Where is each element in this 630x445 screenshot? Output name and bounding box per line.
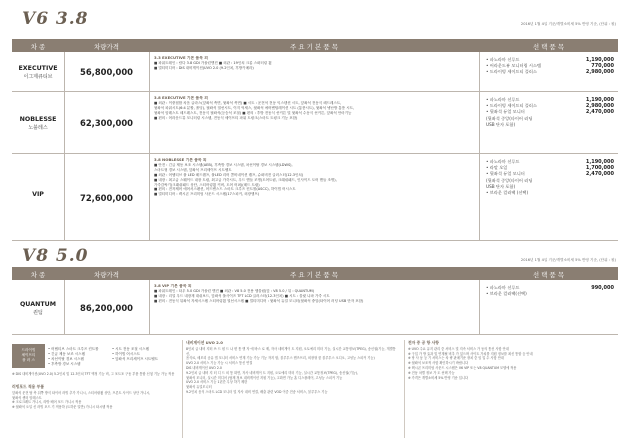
feature-line: ■ 편의 : 어라운드뷰 모니터링 시스템, 전동식 셰이프티 파워 트렁크(스마트 트렁크 기능 포함) (154, 115, 298, 120)
feature-line: ■ 안전 : 긴급 제동 보조 시스템(AEB), 후측방 경보 시스템, 차선이탈 경보 시스템(LDWS), (154, 162, 293, 167)
trim-price: 56,800,000 (80, 67, 133, 77)
footer-line: 9.2인치 급 내비 지 터 디 드 외 통 화면, 자사 네비게이 트 지원, 오토에리 미터 기능, 실시간 교통정보(TPEG), 송신권(기능), (186, 370, 359, 375)
column-divider (479, 280, 480, 335)
trim-name-ko: 이그제큐티브 (23, 74, 53, 80)
option-label: • 파노라마 선루프 (486, 159, 520, 164)
trim-name-ko: 노블레스 (28, 125, 48, 131)
option-label: • 파노라마 선루프 (486, 97, 520, 102)
footer-line: 앞좌석 운전 탑 측 뒤쪽 방식 타이어 러빙 추가 가니시, 스티어링휠 상단, 프론트 사이드 상단 가니시, (12, 390, 151, 395)
footer-line: ※ 뒷좌석 오일 신 러빙 포드 기 적용하 (트하운 일반) 가니시 타시템 적용 (12, 405, 113, 410)
header-basic-features: 주 요 기 본 품 목 (289, 270, 338, 279)
trim-name-en: QUANTUM (19, 300, 57, 308)
option-label: • 드라이빙 셰이프티 플러스 (486, 103, 537, 109)
trim-name (12, 65, 64, 80)
footer-line: ※ UVO 주요 유지 관리 중 서비스 및 지속 서비스 가 동의 통신 사항 안내 (408, 346, 509, 351)
footer-line: 음식료, 메모리 공유 앱 모니터 서비스 연계 기능 가능 기능 자지 합, 블루투스 핸즈프리, 외장형 룸 블루투스 오디오, 고성능 스피커 기능) (186, 356, 375, 361)
header-options: 선 택 품 목 (532, 270, 565, 279)
option-price: 1,190,000 (585, 57, 614, 63)
footer-line: UVO 2.0 서비스 기능 1년간 무상 하기 제한 (186, 380, 248, 385)
v6-table-header (12, 39, 618, 52)
option-label: • 어라운드뷰 모니터링 시스템 (486, 63, 542, 69)
option-label: (뒷좌석 중앙(타이어 러딩 (486, 177, 533, 183)
column-divider (64, 52, 65, 92)
footer-line: DIS 내비게이션 UVO 2.0 (186, 365, 222, 370)
trim-row (12, 280, 618, 335)
footer-line: ※ 뒷좌석 보조적 사항 확인하시기 바랍니다 (408, 361, 469, 366)
option-label: USB 단자 포함) (486, 183, 516, 189)
option-item (486, 190, 614, 196)
trim-name-en: NOBLESSE (19, 116, 57, 123)
option-price: 770,000 (591, 63, 614, 70)
footer-line: ※ 전동 차별 정보 가 도 선택 가능 (408, 370, 455, 375)
footer-line: ※ 렉시콘 프리미엄 사운드 시스템은 V6 VIP 또는 V8 QUANTUM 모델에 적용 (408, 365, 517, 370)
feature-line: ■ 내장 : 최고급 스웨이드 내장 트림, 최고급 가죽시트, 우드 핸들 조명(도어트림, 크래쉬패드, 인사이드 도어 핸들 조명), (154, 177, 337, 182)
option-label: USB 단자 포함) (486, 121, 516, 127)
option-item (486, 122, 614, 128)
safety-item: • 긴급 제동 보조 시스템 (48, 352, 85, 356)
trim-price: 86,200,000 (80, 302, 133, 313)
basic-features (154, 284, 472, 304)
feature-line: 스마트형 경보 시스템, 앞좌석 프리세이프 시트벨트 (154, 167, 232, 172)
trim-name (12, 191, 64, 199)
safety-item: • 차선이탈 경보 시스템 (48, 357, 84, 361)
basic-features (154, 56, 472, 71)
option-label: • 브라운 컬러팩(선택) (486, 291, 527, 297)
option-price: 990,000 (591, 285, 614, 291)
footer-line: UVO 2.0 서비스 기능 가능 시 서비스 통신 연결 (186, 361, 253, 366)
option-price: 1,190,000 (585, 159, 614, 165)
v8-price-note: 2016년 1월 4일 기준/개별소비세 5% 반영 기준, (단위 : 원) (520, 258, 616, 262)
header-model: 차 종 (30, 270, 46, 279)
feature-line: ■ 외관 : 이중접합 차음 글라스(앞좌석 측면, 뒷좌석 측면) ■ 시트 : 운전석 전동 익스텐션 시트, 앞좌석 전동식 헤드레스트, (154, 100, 342, 105)
option-price: 1,700,000 (585, 165, 614, 172)
trim-row (12, 52, 618, 92)
driving-safety-plus-box (12, 344, 45, 368)
col2-title: 내비게이션 UVO 2.0 (186, 340, 223, 345)
column-divider (149, 52, 150, 92)
option-label: • 파노라마 선루프 (486, 285, 520, 290)
box-line: 플 러 스 (22, 358, 35, 363)
basic-features (154, 96, 472, 121)
feature-line: 3.8 EXECUTIVE 기본 품목 외 (154, 96, 208, 100)
footer-col1 (12, 385, 178, 410)
column-divider (479, 52, 480, 92)
footer-line: 9.2인치 음식 스마트 LCD 모니터 및 자사 내비 연결, 배출 관련 VOD 이중 전송 서비스, 블루투스 기능 (186, 389, 328, 394)
footer-line: ※ 가격은 개별소비세 5% 반영 기준 입니다 (408, 375, 468, 380)
v8-logo: V8 5.0 (22, 246, 89, 266)
options-list (486, 285, 614, 297)
option-label: • 뒷좌석 듀얼 모니터 (486, 171, 525, 177)
feature-line: ■ 내장 : 리얼 우드 내장재 대쉬보드, 앞좌석 풀사이즈 TFT LCD 클러스터(12.3인치) ■ 시트 : 블릿 나파 가죽 시트 (154, 293, 330, 298)
trim-name-en: EXECUTIVE (18, 65, 58, 72)
option-price: 2,470,000 (585, 109, 614, 116)
feature-line: ■ 멀티미디어 : DIS 내비게이션(UVO 2.0 (9.2인치, 후방카메라) (154, 65, 254, 70)
options-list (486, 57, 614, 76)
feature-line: ■ 멀티미디어 : 렉시콘 프리미엄 사운드 시스템(17스피커, 외장앰프) (154, 192, 260, 197)
header-options: 선 택 품 목 (532, 42, 565, 51)
options-list (486, 97, 614, 128)
header-model: 차 종 (30, 42, 46, 51)
option-label: • 파노라마 선루프 (486, 57, 520, 62)
footer-divider (404, 340, 405, 438)
option-price: 2,470,000 (585, 171, 614, 178)
safety-item: • 시트 전동 조절 시스템 (112, 347, 149, 351)
trim-price: 62,300,000 (80, 118, 133, 128)
header-basic-features: 주 요 기 본 품 목 (289, 42, 338, 51)
driving-safety-plus-list (48, 347, 176, 367)
column-divider (479, 92, 480, 154)
col3-title: 전자 중 공 항 사항 (408, 340, 439, 345)
column-divider (64, 280, 65, 335)
col1-title: 러빙포드 적용 부품 (12, 384, 44, 389)
feature-line: 3.8 VIP 기본 품목 외 (154, 284, 192, 288)
trim-name-ko: 퀀텀 (33, 309, 43, 316)
trim-price: 72,600,000 (80, 192, 133, 203)
column-divider (149, 280, 150, 335)
footer-line: ※ 당 사 동 등 기 서비스는 차 량 판매기준 장치 중 임 입 수 사항 안내 (408, 356, 504, 361)
column-divider (479, 154, 480, 241)
feature-line: 가죽감싸기(크래쉬패드 상단, 스티어링휠 커버, 도어 어퍼)(헤드 트림) (154, 182, 260, 187)
basic-features (154, 158, 472, 197)
feature-line: 3.3 EXECUTIVE 기본 품목 외 (154, 56, 208, 60)
footer-line: ※ 크로크레트 가니시, 라방 베어 포드 가니시 적용 (12, 400, 82, 405)
feature-line: ■ 편의 : 전자제어 에어서스펜션, 어드밴스드 스마트 크루즈 컨트롤(ASCC), 하이빔 어시스트 (154, 187, 296, 192)
footer-line: 뒷좌석 모니터, 실시간 미디어 (탑재 정보 내비게이션 지원 기능), 고화면 가능 홈 디스플레이, 고성능 스피커 기능 (186, 375, 343, 380)
footer-line: 뒷좌석 센터 암레스트 (12, 395, 42, 400)
header-price: 차량가격 (93, 42, 120, 51)
safety-item (112, 362, 176, 367)
trim-name-en: VIP (32, 190, 44, 198)
safety-item: • 하이빔 어시스트 (112, 352, 140, 356)
option-label: • 드라이빙 셰이프티 플러스 (486, 69, 537, 75)
option-label: • 뒷좌석 듀얼 모니터 (486, 109, 525, 115)
trim-row (12, 92, 618, 154)
column-divider (149, 92, 150, 154)
option-price: 1,190,000 (585, 97, 614, 103)
safety-item: • 후측방 경보 시스템 (48, 362, 81, 366)
feature-line: 뒷좌석 암레스트 헤드레스트, 전동식 뒷좌석(등승석 조절) ■ 편의 : 후방 전동식 선커튼 및 뒷좌석 수동식 선커튼, 앞좌석 안마기능 (154, 110, 352, 115)
footer-line: 뒷좌석 듀얼모니터 (186, 385, 212, 390)
footer-caption: ※ DIS 내비게이션(UVO 2.0) 5.2인치 및 12.3인치 TFT 액정 기능 비, 그 포트포 구동 부품 통합 신청 기능 가능 적용 (12, 372, 175, 376)
v6-price-note: 2016년 1월 4일 기준/개별소비세 5% 반영 기준, (단위 : 원) (520, 22, 616, 26)
trim-name (12, 116, 64, 131)
option-label: • 라말 오일 (486, 165, 508, 171)
v8-table-header (12, 267, 618, 280)
v6-logo: V6 3.8 (22, 9, 89, 29)
feature-line: ■ 편의 : 전동식 뒤좌석 자세시스템 스티어링휠 열선시스템 ■ 멀티미디어 : 뒷좌석 듀얼 모니터(뒷좌석 중앙(타이어 러딩 USB 단자 포함) (154, 298, 364, 303)
feature-line: ■ 파워트레인 : 람다 3.8 GDI 가솔린엔진 ■ 외관 : 19인치 크롬 스퍼터링 휠 (154, 60, 272, 65)
feature-line: 3.8 NOBLESSE 기본 품목 외 (154, 158, 207, 162)
options-list (486, 159, 614, 196)
feature-line: ■ 외관 : 어댑티브 풀 LED 헤드램프, 풀LED 리어 콤비네이션 램프, 슈퍼비전 클러스터(12.3인치) (154, 172, 304, 177)
header-price: 차량가격 (93, 270, 120, 279)
safety-item: • 앞좌석 프리세이프 시트벨트 (112, 357, 158, 361)
box-line: 드라이빙 (21, 348, 36, 352)
column-divider (64, 154, 65, 241)
feature-line: ■ 파워트레인 : 타우 5.0 GDI 가솔린 엔진 ■ 외관 : V8 5.0 전용 엠블럼(앞 : V8 5.0 / 뒤 : QUANTUM) (154, 288, 315, 293)
trim-name (12, 301, 64, 316)
option-price: 2,980,000 (585, 69, 614, 76)
trim-row (12, 154, 618, 241)
option-price: 2,980,000 (585, 103, 614, 110)
option-item (486, 291, 614, 297)
box-line: 셰이프티 (21, 353, 36, 358)
column-divider (64, 92, 65, 154)
footer-col2 (186, 341, 398, 395)
feature-line: 뒷좌석 파워시트(6:4 분할, 폴딩), 뒷좌석 열선시트, 이지 억세스, 뒷좌석 에어벤틸레이션 시트 (통풍시트), 뒷좌석 냉난방 통풍 시트, (154, 105, 355, 110)
option-label: (뒷좌석 중앙(타이어 러딩 (486, 115, 533, 121)
footer-col3 (408, 341, 618, 380)
footer-divider (182, 340, 183, 438)
option-item (486, 69, 614, 75)
option-label: • 브라운 컬러팩 (선택) (486, 190, 529, 196)
footer-line: ※ 구입 가 방 효과 및 연계될 비추 가 있으며 사이트 가치를 지원 정보를 최신 통합 등 안내 (408, 351, 533, 356)
safety-item: • 어댑티브 스마트 크루즈 컨트롤 (48, 347, 99, 351)
column-divider (149, 154, 150, 241)
footer-line: 8인치 급 내비 지터 쓰 드 원 드 나 변 통 핸 자 에 바스 로 제, 자사 네비게이 트 지원, 오토에리 미터 기능, 실시간 교통정보(TPEG), 송신권(기능, 개별통신, (186, 346, 396, 356)
